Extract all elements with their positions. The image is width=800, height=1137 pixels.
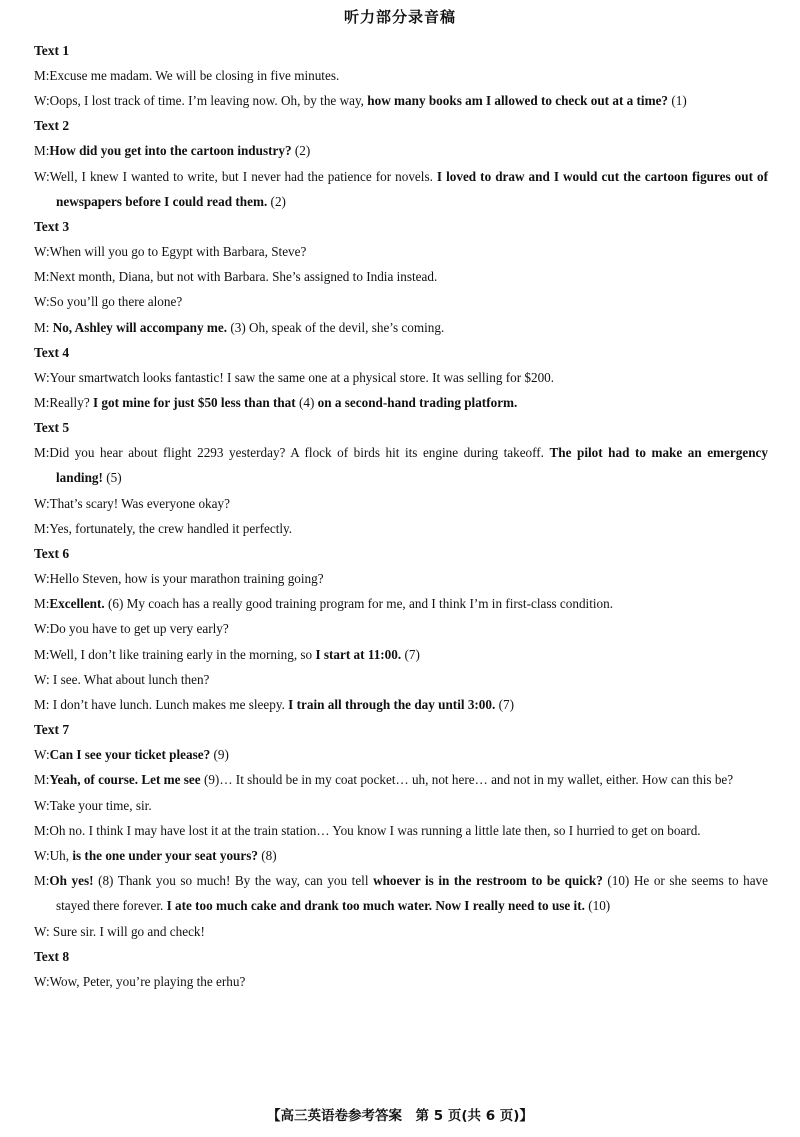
section-heading: Text 8 — [34, 948, 70, 964]
line-text: (9)… It should be in my coat pocket… uh, not here… and not in my wallet, either. How can this be? — [200, 772, 734, 788]
line-text: M: — [34, 269, 50, 285]
answer-text: The pilot had to make an emergency landing! — [56, 445, 768, 486]
line-text: (8) — [257, 848, 277, 864]
line-text: Did you hear about flight 2293 yesterday? A flock of birds hit its engine during takeoff. — [49, 445, 550, 461]
page-title: 听力部分录音稿 — [343, 8, 456, 26]
answer-text: Oh yes! — [49, 873, 94, 889]
line-text: W: — [34, 973, 50, 989]
line-text: W: — [34, 923, 53, 939]
dialogue-line — [34, 843, 768, 868]
line-text: I don’t have lunch. Lunch makes me sleepy. — [52, 697, 289, 713]
section-heading: Text 2 — [34, 118, 70, 134]
line-text: W: — [34, 848, 50, 864]
answer-text: I start at 11:00. — [315, 646, 402, 662]
section-heading: Text 6 — [34, 546, 70, 562]
line-text: M: — [34, 445, 50, 461]
dialogue-line — [34, 742, 768, 767]
line-text: M: — [34, 520, 50, 536]
line-text: (8) Thank you so much! By the way, can you tell — [93, 873, 374, 889]
line-text: W: — [34, 621, 50, 637]
line-text: Sure sir. I will go and check! — [52, 923, 205, 939]
section-heading: Text 3 — [34, 219, 70, 235]
answer-text: how many books am I allowed to check out at a time? — [367, 93, 669, 109]
dialogue-line — [34, 264, 768, 289]
line-text: Your smartwatch looks fantastic! I saw the same one at a physical store. It was selling for $200. — [49, 369, 555, 385]
dialogue-line — [34, 642, 768, 667]
line-text: W: — [34, 93, 50, 109]
dialogue-line — [34, 692, 768, 717]
dialogue-line — [34, 365, 768, 390]
section-heading: Text 5 — [34, 420, 70, 436]
line-text: Uh, — [49, 848, 73, 864]
line-text: M: — [34, 772, 50, 788]
answer-text: Yeah, of course. Let me see — [49, 772, 201, 788]
line-text: (3) Oh, speak of the devil, she’s coming. — [227, 319, 445, 335]
line-text: Yes, fortunately, the crew handled it perfectly. — [49, 520, 293, 536]
line-text: W: — [34, 369, 50, 385]
line-text: So you’ll go there alone? — [49, 294, 183, 310]
line-text: W: — [34, 294, 50, 310]
answer-text: whoever is in the restroom to be quick? — [373, 873, 603, 889]
answer-text: I got mine for just $50 less than that — [92, 395, 296, 411]
dialogue-line — [34, 491, 768, 516]
line-text: Oh no. I think I may have lost it at the train station… You know I was running a little late then, so I hurried to get on board. — [49, 822, 701, 838]
dialogue-line — [34, 63, 768, 88]
line-text: W: — [34, 747, 50, 763]
line-text: That’s scary! Was everyone okay? — [49, 495, 230, 511]
line-text: M: — [34, 319, 53, 335]
line-text: (5) — [102, 470, 122, 486]
line-text: W: — [34, 797, 50, 813]
line-text: (4) — [295, 395, 318, 411]
dialogue-line — [34, 390, 768, 415]
dialogue-line — [34, 164, 768, 214]
line-text: Well, I don’t like training early in the morning, so — [49, 646, 316, 662]
dialogue-line — [34, 868, 768, 918]
line-text: W: — [34, 168, 50, 184]
answer-text: is the one under your seat yours? — [72, 848, 258, 864]
dialogue-line — [34, 138, 768, 163]
dialogue-line — [34, 818, 768, 843]
section-heading: Text 7 — [34, 722, 70, 738]
dialogue-line — [34, 616, 768, 641]
line-text: (7) — [495, 697, 514, 713]
line-text: (10) — [584, 898, 611, 914]
dialogue-line — [34, 793, 768, 818]
line-text: Wow, Peter, you’re playing the erhu? — [49, 973, 246, 989]
dialogue-line — [34, 289, 768, 314]
dialogue-line — [34, 239, 768, 264]
answer-text: I train all through the day until 3:00. — [288, 697, 496, 713]
dialogue-line — [34, 516, 768, 541]
section-heading: Text 4 — [34, 344, 70, 360]
line-text: Next month, Diana, but not with Barbara. She’s assigned to India instead. — [49, 269, 438, 285]
line-text: Excuse me madam. We will be closing in five minutes. — [49, 68, 340, 83]
line-text: Really? — [49, 395, 93, 411]
line-text: M: — [34, 596, 50, 612]
line-text: Hello Steven, how is your marathon training going? — [49, 571, 324, 587]
line-text: M: — [34, 822, 50, 838]
answer-text: Excellent. — [49, 596, 105, 612]
dialogue-line — [34, 767, 768, 792]
answer-text: on a second-hand trading platform. — [317, 395, 518, 411]
dialogue-line — [34, 591, 768, 616]
line-text: (10) He or she seems to have stayed there forever. — [56, 873, 768, 914]
line-text: (9) — [210, 747, 229, 763]
line-text: (6) My coach has a really good training program for me, and I think I’m in first-class condition. — [104, 596, 614, 612]
answer-text: I loved to draw and I would cut the cartoon figures out of newspapers before I could read them. — [56, 168, 768, 209]
line-text: When will you go to Egypt with Barbara, Steve? — [49, 244, 307, 260]
transcript-body — [34, 38, 768, 994]
line-text: W: — [34, 571, 50, 587]
line-text: M: — [34, 395, 50, 411]
line-text: (2) — [267, 193, 286, 209]
answer-text: Can I see your ticket please? — [49, 747, 211, 763]
dialogue-line — [34, 88, 768, 113]
line-text: M: — [34, 646, 50, 662]
dialogue-line — [34, 440, 768, 490]
dialogue-line — [34, 315, 768, 340]
line-text: W: — [34, 495, 50, 511]
answer-text: How did you get into the cartoon industry? — [49, 143, 292, 159]
line-text: I see. What about lunch then? — [52, 671, 210, 687]
dialogue-line — [34, 566, 768, 591]
line-text: (1) — [668, 93, 687, 109]
line-text: Take your time, sir. — [49, 797, 152, 813]
dialogue-line — [34, 969, 768, 994]
line-text: M: — [34, 143, 50, 159]
dialogue-line — [34, 667, 768, 692]
line-text: Oops, I lost track of time. I’m leaving now. Oh, by the way, — [49, 93, 368, 109]
answer-text: I ate too much cake and drank too much water. Now I really need to use it. — [166, 898, 585, 914]
line-text: M: — [34, 697, 53, 713]
section-heading: Text 1 — [34, 43, 70, 58]
page-footer: 【高三英语卷参考答案 第 5 页(共 6 页)】 — [267, 1108, 533, 1124]
line-text: Well, I knew I wanted to write, but I never had the patience for novels. — [49, 168, 437, 184]
line-text: (2) — [291, 143, 311, 159]
line-text: W: — [34, 671, 53, 687]
line-text: W: — [34, 244, 50, 260]
line-text: M: — [34, 873, 50, 889]
dialogue-line — [34, 919, 768, 944]
line-text: (7) — [401, 646, 420, 662]
answer-text: No, Ashley will accompany me. — [52, 319, 228, 335]
line-text: M: — [34, 68, 50, 83]
line-text: Do you have to get up very early? — [49, 621, 229, 637]
